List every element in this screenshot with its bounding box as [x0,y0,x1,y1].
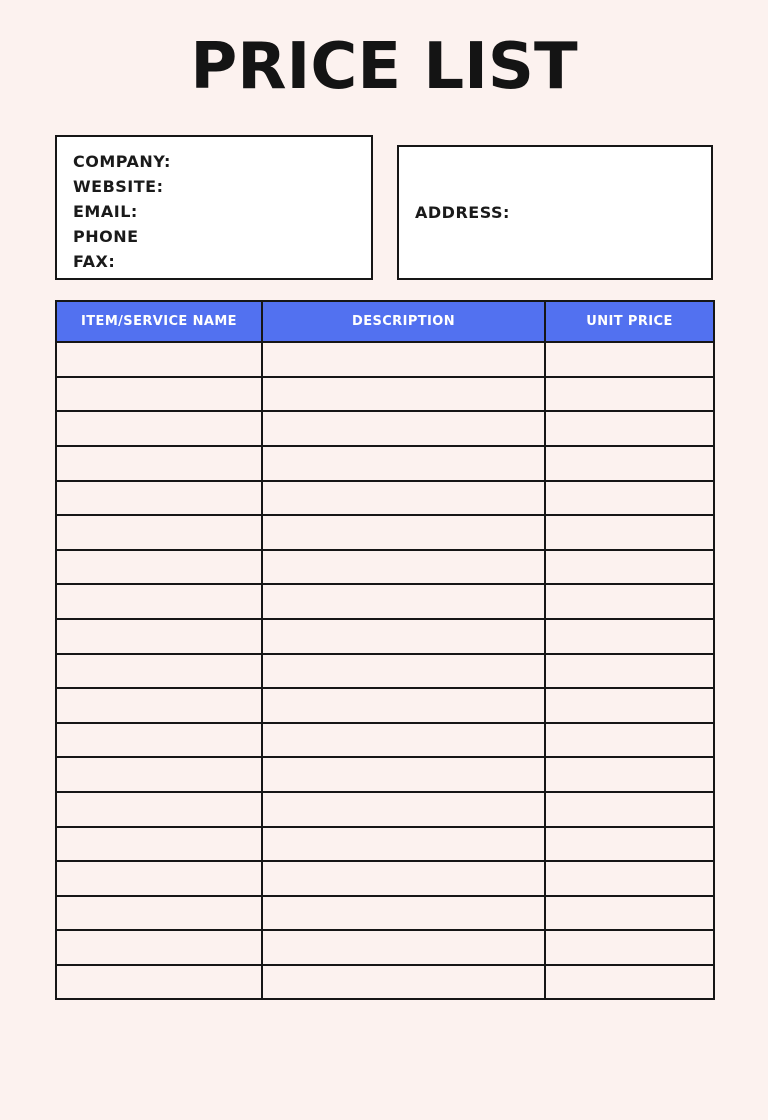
table-cell [545,377,714,412]
table-header-cell: DESCRIPTION [262,301,545,342]
table-cell [545,965,714,1000]
table-cell [56,515,262,550]
table-header-row [56,301,714,342]
table-cell [56,411,262,446]
table-cell [56,619,262,654]
table-cell [262,377,545,412]
table-cell [262,515,545,550]
table-cell [56,550,262,585]
table-row [56,342,714,377]
table-row [56,515,714,550]
address-label: ADDRESS: [415,203,510,223]
table-cell [262,930,545,965]
company-info-box [55,135,373,280]
table-cell [262,965,545,1000]
table-cell [56,757,262,792]
table-row [56,654,714,689]
table-cell [545,723,714,758]
table-cell [56,792,262,827]
table-cell [262,757,545,792]
table-cell [262,861,545,896]
table-cell [545,861,714,896]
table-row [56,584,714,619]
table-row [56,377,714,412]
table-cell [262,688,545,723]
table-cell [545,688,714,723]
table-cell [545,792,714,827]
table-cell [545,930,714,965]
price-table-body [56,342,714,999]
table-row [56,896,714,931]
table-cell [262,550,545,585]
table-row [56,861,714,896]
table-cell [545,342,714,377]
table-row [56,930,714,965]
table-row [56,446,714,481]
table-cell [56,446,262,481]
table-cell [545,411,714,446]
table-cell [262,481,545,516]
table-cell [56,861,262,896]
table-row [56,757,714,792]
table-cell [56,896,262,931]
table-cell [545,896,714,931]
table-cell [545,654,714,689]
table-cell [545,827,714,862]
table-cell [262,896,545,931]
table-row [56,481,714,516]
table-cell [56,827,262,862]
table-cell [56,654,262,689]
table-row [56,792,714,827]
table-row [56,619,714,654]
table-cell [262,792,545,827]
price-table [55,300,715,1000]
contact-field-label: COMPANY: [73,152,171,172]
table-cell [262,342,545,377]
table-cell [56,688,262,723]
contact-field-label: WEBSITE: [73,177,164,197]
table-row [56,965,714,1000]
table-cell [262,723,545,758]
table-cell [56,965,262,1000]
contact-field-label: PHONE [73,227,139,247]
table-row [56,688,714,723]
table-cell [56,930,262,965]
table-cell [545,619,714,654]
table-cell [545,757,714,792]
table-cell [56,377,262,412]
table-header-cell: ITEM/SERVICE NAME [56,301,262,342]
address-box [397,145,713,280]
table-cell [262,446,545,481]
table-cell [56,584,262,619]
table-cell [262,619,545,654]
table-cell [56,723,262,758]
table-cell [545,481,714,516]
table-row [56,550,714,585]
table-row [56,411,714,446]
table-header-cell: UNIT PRICE [545,301,714,342]
table-row [56,723,714,758]
table-row [56,827,714,862]
price-list-page [0,30,768,1120]
table-cell [262,654,545,689]
table-cell [56,481,262,516]
page-title: PRICE LIST [190,30,578,104]
contact-field-label: FAX: [73,252,116,272]
table-cell [545,584,714,619]
table-cell [262,584,545,619]
table-cell [545,446,714,481]
table-cell [545,515,714,550]
table-cell [56,342,262,377]
table-cell [545,550,714,585]
table-cell [262,411,545,446]
table-cell [262,827,545,862]
info-row [55,135,713,280]
contact-field-label: EMAIL: [73,202,138,222]
